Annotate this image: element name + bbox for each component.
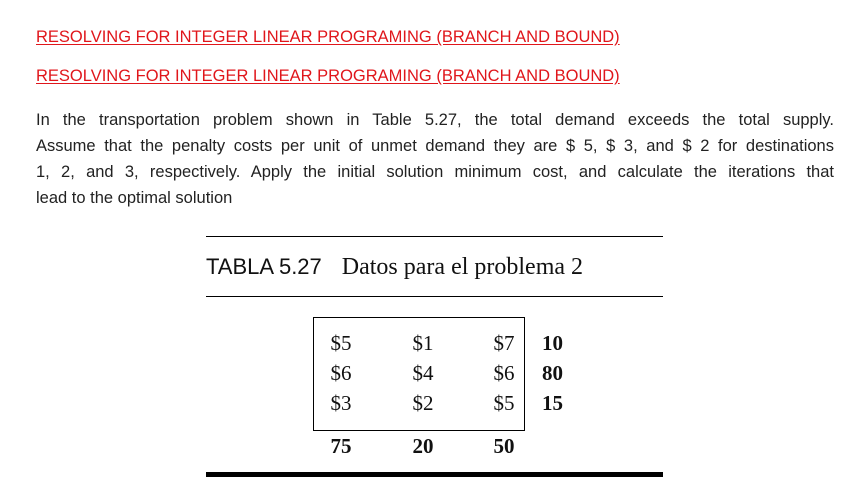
cost-cell: $6 [493, 361, 515, 385]
demand-value: 20 [412, 434, 434, 458]
cost-cell: $3 [330, 391, 352, 415]
table-header-rule [206, 296, 663, 297]
paragraph-line: In the transportation problem shown in Table 5.27, the total demand exceeds the total supply. [36, 111, 834, 129]
supply-value: 80 [542, 361, 563, 385]
demand-value: 75 [330, 434, 352, 458]
paragraph-line: Assume that the penalty costs per unit of unmet demand they are $ 5, $ 3, and $ 2 for destinations [36, 137, 834, 155]
cost-cell: $5 [493, 391, 515, 415]
problem-paragraph [36, 107, 834, 211]
cost-cell: $7 [493, 331, 515, 355]
supply-value: 10 [542, 331, 563, 355]
table-bottom-rule [206, 472, 663, 477]
paragraph-line: lead to the optimal solution [36, 189, 233, 207]
heading-2: RESOLVING FOR INTEGER LINEAR PROGRAMING (BRANCH AND BOUND) [36, 67, 620, 85]
cost-cell: $1 [412, 331, 434, 355]
table-label: TABLA 5.27 [206, 254, 322, 279]
table-description: Datos para el problema 2 [341, 254, 584, 280]
demand-value: 50 [493, 434, 515, 458]
paragraph-line: 1, 2, and 3, respectively. Apply the initial solution minimum cost, and calculate the iterations that [36, 163, 834, 181]
heading-1: RESOLVING FOR INTEGER LINEAR PROGRAMING (BRANCH AND BOUND) [36, 28, 620, 46]
cost-cell: $6 [330, 361, 352, 385]
table-top-rule [206, 236, 663, 237]
cost-cell: $2 [412, 391, 434, 415]
cost-cell: $4 [412, 361, 434, 385]
supply-value: 15 [542, 391, 563, 415]
table-title [206, 254, 583, 281]
cost-cell: $5 [330, 331, 352, 355]
